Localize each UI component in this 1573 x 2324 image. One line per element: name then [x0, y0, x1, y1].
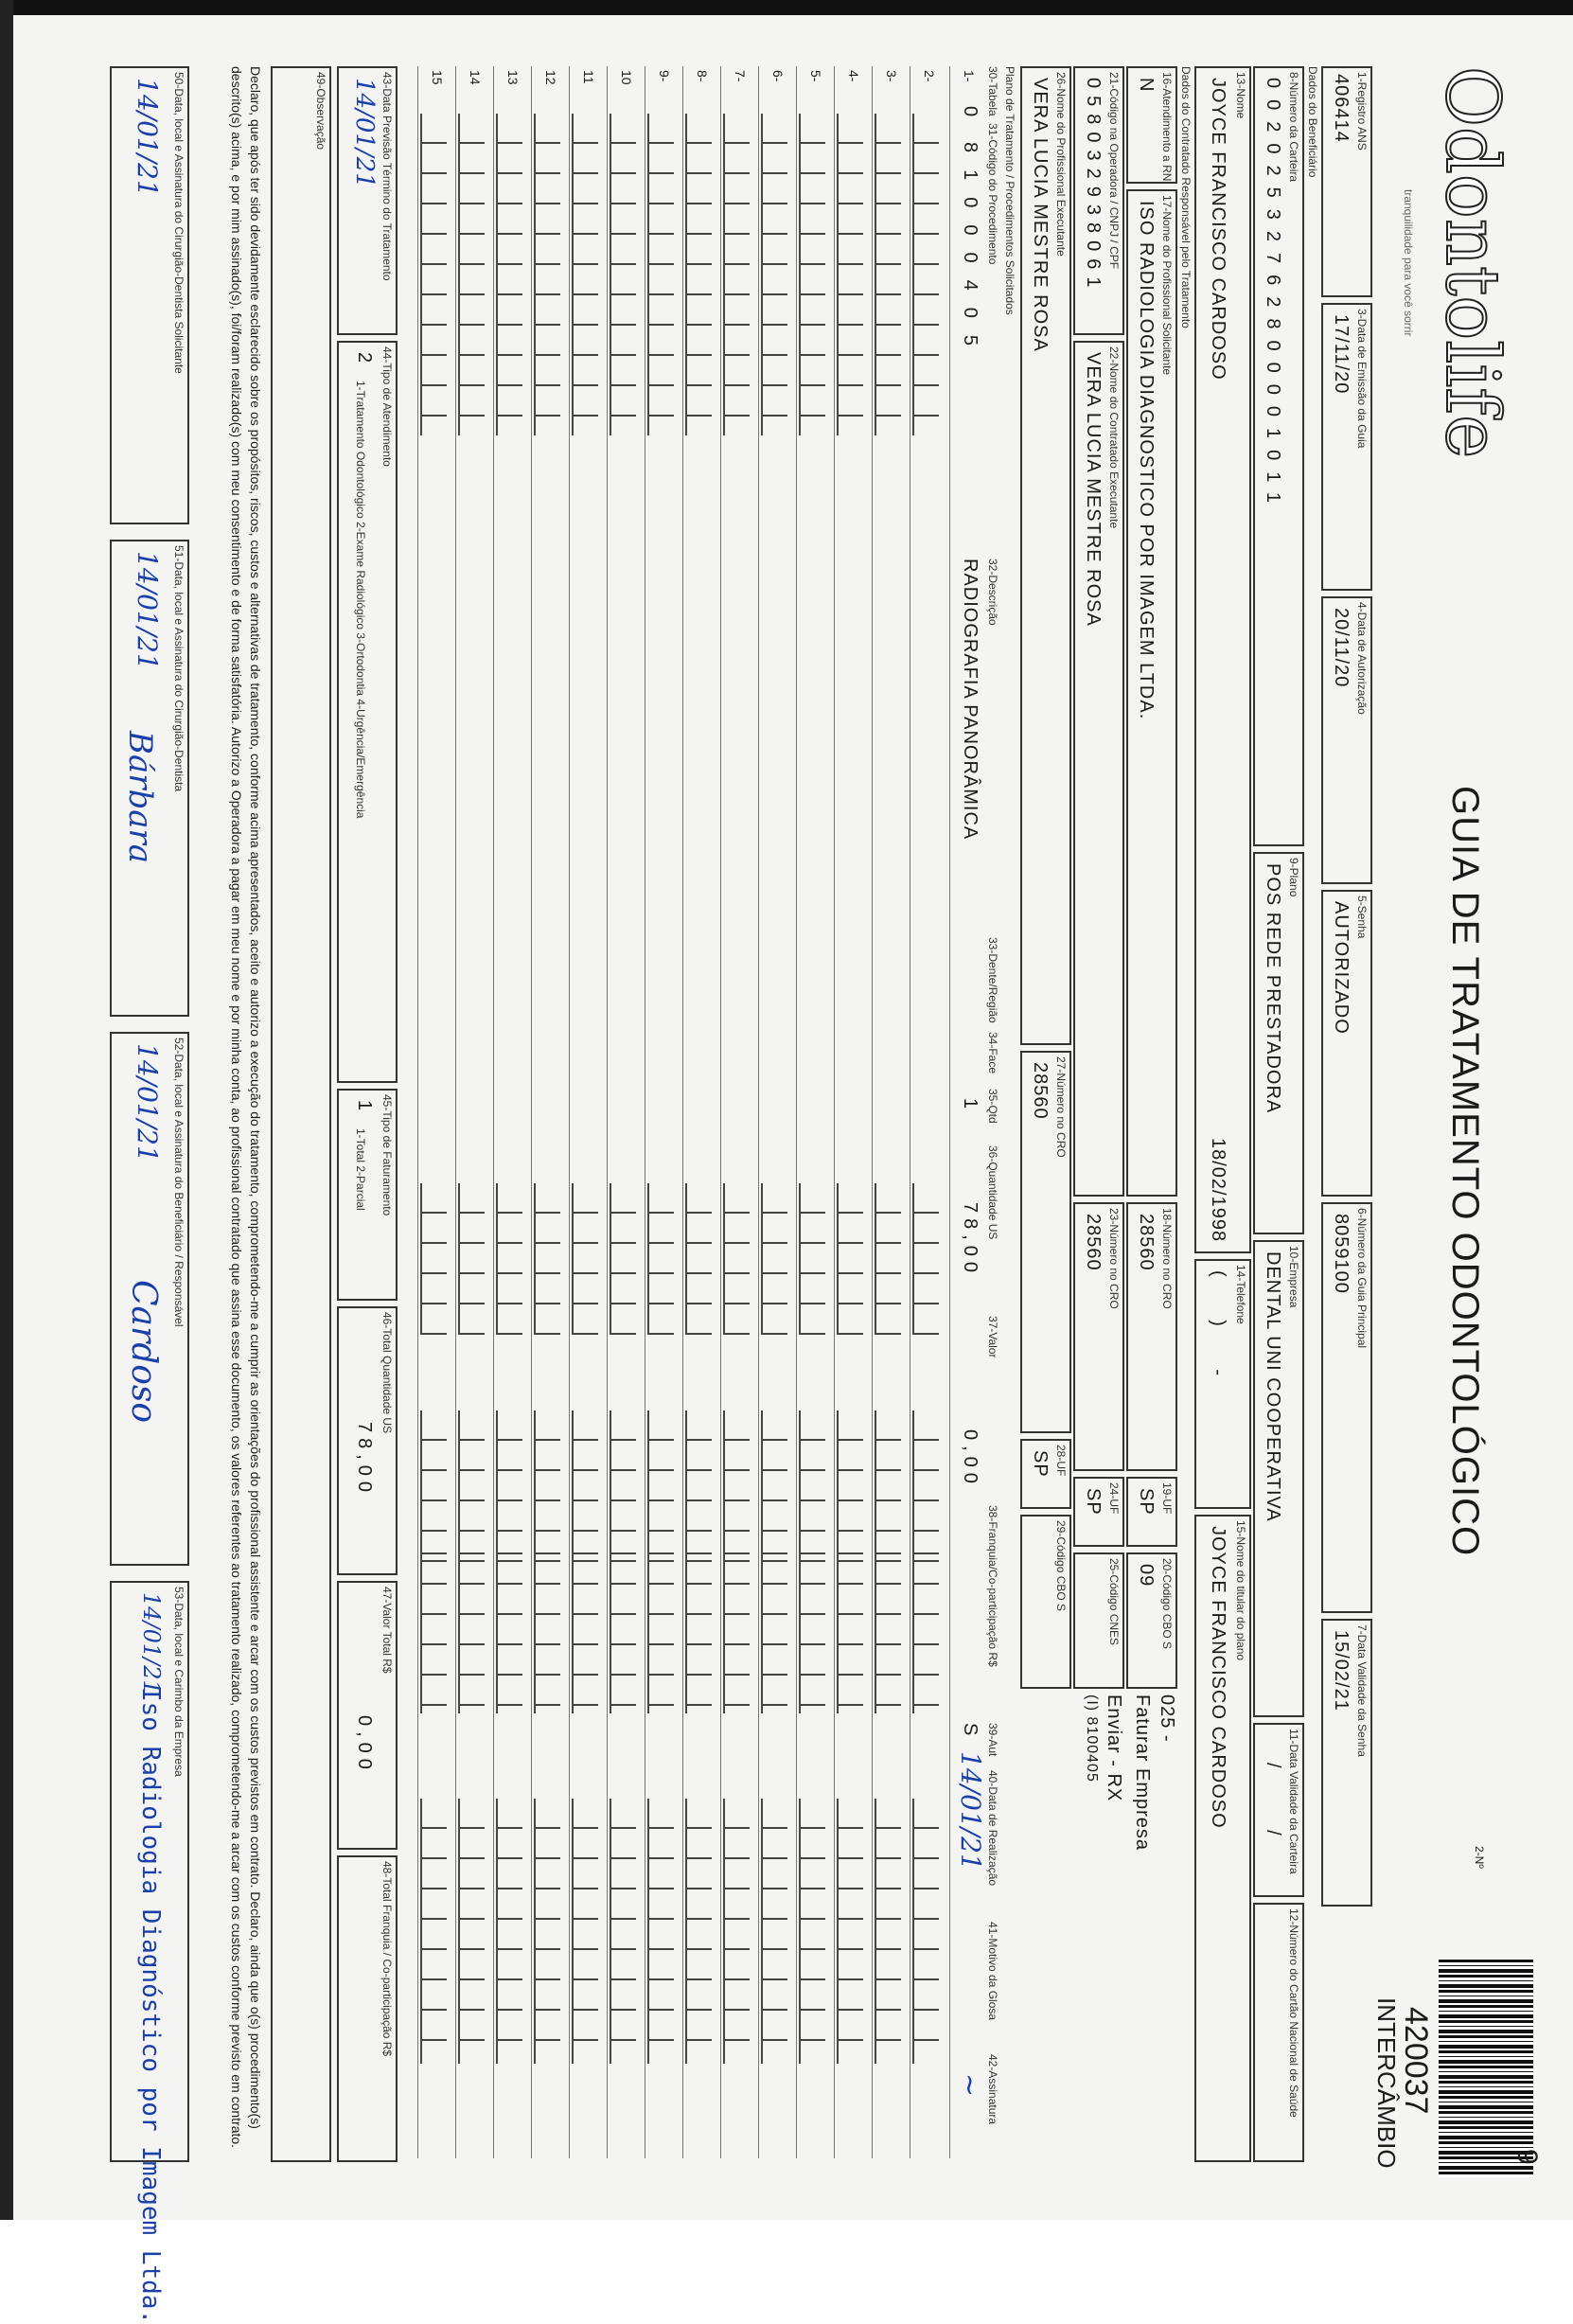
value-cells — [761, 1183, 787, 1335]
validade-senha: 15/02/21 — [1331, 1630, 1352, 1712]
tipo-atendimento-box — [337, 341, 398, 1083]
table-row — [682, 66, 719, 2158]
termino-box — [337, 66, 398, 335]
sig53-date: 14/01/21 — [138, 1592, 165, 1694]
table-row — [758, 66, 795, 2158]
value-cells — [534, 1524, 560, 1713]
value-cells — [420, 1799, 447, 1950]
col-aut: 39-Aut — [986, 1723, 999, 1757]
uf: SP — [1136, 1488, 1157, 1516]
data-autorizacao-box — [1321, 596, 1372, 884]
value-cells — [685, 1524, 712, 1713]
value-cells — [723, 1183, 750, 1335]
value-cells — [685, 1183, 712, 1335]
faturar-empresa: Faturar Empresa — [1132, 1694, 1153, 1852]
cbo: 09 — [1136, 1564, 1157, 1588]
row-number: 8- — [695, 70, 710, 82]
enviar-rx: Enviar - RX — [1104, 1694, 1124, 1802]
row-signature-icon: ~ — [953, 2073, 986, 2098]
code-cells — [647, 114, 674, 435]
value-cells — [496, 1183, 522, 1335]
col-qtd: 35-Qtd — [986, 1089, 999, 1124]
cro-prof-label: 27-Número no CRO — [1054, 1056, 1068, 1158]
value-cells — [685, 1950, 712, 2064]
titular: JOYCE FRANCISCO CARDOSO — [1208, 1526, 1228, 1829]
sig51-box — [110, 540, 189, 1017]
code-cells — [837, 114, 863, 435]
value-cells — [723, 1799, 750, 1950]
value-cells — [875, 1524, 901, 1713]
data-autorizacao: 20/11/20 — [1331, 608, 1352, 688]
value-cells — [534, 1799, 560, 1950]
atendimento-rn-box — [1126, 66, 1177, 184]
code-cells — [761, 114, 787, 435]
cro-prof-box — [1020, 1051, 1071, 1433]
cns-box — [1253, 1903, 1304, 2162]
codigo-operadora-label: 21-Código na Operadora / CNPJ / CPF — [1107, 72, 1121, 270]
validade-senha-label: 7-Data Validade da Senha — [1355, 1624, 1369, 1757]
odontolife-logo: Odontolife — [1429, 66, 1514, 459]
plano-label: 9-Plano — [1287, 858, 1300, 897]
total-us: 78,00 — [354, 1422, 375, 1499]
row-number: 14 — [468, 70, 483, 85]
row-number: 2- — [922, 70, 937, 82]
table-row — [720, 66, 757, 2158]
validade-carteira: / / — [1263, 1763, 1283, 1864]
row-number: 10 — [619, 70, 634, 85]
value-cells — [610, 1799, 636, 1950]
value-cells — [723, 1524, 750, 1713]
value-cells — [799, 1950, 825, 2064]
telefone-box — [1194, 1259, 1251, 1509]
value-cells — [458, 1524, 485, 1713]
logo-tagline: tranquilidade para você sorrir — [1402, 189, 1415, 337]
value-cells — [572, 1799, 598, 1950]
atendimento-rn: N — [1136, 78, 1157, 93]
sig51-name: Bárbara — [121, 731, 159, 864]
row-descricao: RADIOGRAFIA PANORÂMICA — [960, 559, 981, 841]
tipo-faturamento-options: 1-Total 2-Parcial — [354, 1128, 367, 1211]
value-cells — [496, 1524, 522, 1713]
code-cells — [685, 114, 712, 435]
row-number: 6- — [770, 70, 786, 82]
sig52-date: 14/01/21 — [132, 1043, 163, 1162]
sig52-box — [110, 1032, 189, 1566]
numero-carteira-box — [1253, 66, 1304, 846]
value-cells — [496, 1799, 522, 1950]
plano: POS REDE PRESTADORA — [1263, 863, 1283, 1114]
row-aut: S — [960, 1723, 981, 1737]
observacao-box — [271, 66, 331, 2162]
code-cells — [420, 114, 447, 435]
table-row — [417, 66, 454, 2158]
form-title: GUIA DE TRATAMENTO ODONTOLÓGICO — [1444, 786, 1486, 1557]
row-data-realizacao: 14/01/21 — [955, 1751, 986, 1871]
col-data-realizacao: 40-Data de Realização — [986, 1770, 999, 1887]
registro-ans-label: 1-Registro ANS — [1355, 72, 1369, 151]
empresa: DENTAL UNI COOPERATIVA — [1263, 1251, 1283, 1522]
value-cells — [420, 1950, 447, 2064]
cro-exec-box — [1073, 1202, 1124, 1471]
table-row — [645, 66, 681, 2158]
registro-ans-box — [1321, 66, 1372, 297]
observacao-label: 49-Observação — [314, 72, 327, 151]
table-row — [531, 66, 568, 2158]
cro-exec-label: 23-Número no CRO — [1107, 1208, 1121, 1309]
termino-label: 43-Data Previsão Término do Tratamento — [380, 72, 394, 281]
codigo-operadora-box — [1073, 66, 1124, 335]
cbo-extra: 025 - — [1157, 1694, 1177, 1743]
code-cells — [496, 114, 522, 435]
uf-prof-label: 28-UF — [1054, 1445, 1068, 1477]
table-row — [949, 66, 986, 2158]
uf-prof-box — [1020, 1439, 1071, 1509]
value-cells — [534, 1950, 560, 2064]
sig53-stamp: Iso Radiologia Diagnóstico por Imagem Ltda. — [136, 1687, 165, 2324]
cbo-prof-box — [1020, 1515, 1071, 1689]
validade-senha-box — [1321, 1619, 1372, 1907]
titular-label: 15-Nome do titular do plano — [1234, 1520, 1247, 1661]
value-cells — [610, 1950, 636, 2064]
value-cells — [572, 1950, 598, 2064]
sig50-date: 14/01/21 — [132, 78, 163, 197]
dados-contratado-label: Dados do Contratado Responsável pelo Tratamento — [1179, 66, 1193, 328]
guia-principal: 8059100 — [1331, 1214, 1352, 1294]
row-number: 5- — [808, 70, 823, 82]
nome: JOYCE FRANCISCO CARDOSO — [1208, 78, 1228, 381]
col-tabela: 30-Tabela — [986, 66, 999, 116]
cnes-box — [1073, 1552, 1124, 1689]
value-cells — [799, 1799, 825, 1950]
value-cells — [458, 1183, 485, 1335]
profissional-solicitante-box — [1126, 189, 1177, 1197]
value-cells — [420, 1524, 447, 1713]
value-cells — [534, 1183, 560, 1335]
col-descricao: 32-Descrição — [986, 559, 999, 626]
sig52-name: Cardoso — [124, 1280, 163, 1424]
uf-exec: SP — [1083, 1488, 1104, 1516]
tipo-atendimento: 2 — [354, 352, 375, 364]
uf-label: 19-UF — [1160, 1482, 1174, 1515]
validade-carteira-label: 11-Data Validade da Carteira — [1287, 1729, 1300, 1874]
uf-prof: SP — [1030, 1450, 1051, 1478]
row-codigo: 81000405 — [960, 142, 981, 363]
code-cells — [572, 114, 598, 435]
total-franquia-box — [337, 1855, 398, 2162]
cbo-label: 20-Código CBO S — [1160, 1558, 1174, 1650]
value-cells — [723, 1950, 750, 2064]
guia-principal-box — [1321, 1202, 1372, 1613]
row-number: 15 — [430, 70, 445, 85]
uf-box — [1126, 1477, 1177, 1547]
value-cells — [912, 1799, 939, 1950]
value-cells — [496, 1950, 522, 2064]
empresa-box — [1253, 1240, 1304, 1717]
barcode-icon — [1439, 1960, 1533, 2177]
senha-label: 5-Senha — [1355, 896, 1369, 939]
sig51-date: 14/01/21 — [132, 551, 163, 670]
value-cells — [761, 1524, 787, 1713]
page-number: 9 — [1511, 2149, 1543, 2166]
value-cells — [647, 1524, 674, 1713]
titular-box — [1194, 1515, 1251, 2162]
cro-box — [1126, 1202, 1177, 1471]
nascimento: 18/02/1998 — [1208, 1138, 1228, 1243]
col-codigo: 31-Código do Procedimento — [986, 123, 999, 265]
code-cells — [723, 114, 750, 435]
sig50-label: 50-Data, local e Assinatura do Cirurgião-Dentista Solicitante — [172, 72, 186, 374]
sig51-label: 51-Data, local e Assinatura do Cirurgião-Dentista — [172, 545, 186, 792]
contratado-executante-box — [1073, 341, 1124, 1197]
value-cells — [912, 1183, 939, 1335]
telefone: ( ) - — [1208, 1270, 1228, 1395]
data-emissao-box — [1321, 303, 1372, 591]
value-cells — [572, 1183, 598, 1335]
table-row — [796, 66, 833, 2158]
sig52-label: 52-Data, local e Assinatura do Beneficiário / Responsável — [172, 1038, 186, 1327]
declaracao-text: Declaro, que após ter sido devidamente esclarecido sobre os propósitos, riscos, custos e alternativas de tratamento, conforme acima apresentados, aceito e autorizo a execução do tratamento, comprometendo-me a cumprir as orientações do profissional assistente e arcar com os custos previstos em contrato. Declaro, ainda que o(s) procedimento(s) descrito(s) acima, e por mim assinado(s), foi/foram realizado(s) com meu consentimento e de forma satisfatória. Autorizo a Operadora a pagar em meu nome e por minha conta, ao profissional contratado que assina esse documento, os valores referentes ao tratamento realizado, comprometendo-me a arcar com os custos conforme previsto em contrato. — [229, 66, 263, 2149]
validade-carteira-box — [1253, 1723, 1304, 1897]
empresa-label: 10-Empresa — [1287, 1246, 1300, 1308]
row-number: 4- — [846, 70, 861, 82]
table-row — [872, 66, 909, 2158]
table-row — [569, 66, 606, 2158]
value-cells — [875, 1799, 901, 1950]
value-cells — [610, 1183, 636, 1335]
code-cells — [912, 114, 939, 435]
sig50-box — [110, 66, 189, 524]
enviar-code: (I) 8100405 — [1084, 1694, 1100, 1783]
atendimento-rn-label: 16-Atendimento a RN — [1160, 72, 1174, 182]
col-face: 34-Face — [986, 1032, 999, 1074]
guia-principal-label: 6-Número da Guia Principal — [1355, 1208, 1369, 1349]
row-number: 7- — [733, 70, 748, 82]
contratado-executante-label: 22-Nome do Contratado Executante — [1107, 346, 1121, 529]
col-franquia: 38-Franquia/Co-participação R$ — [986, 1505, 999, 1667]
value-cells — [799, 1183, 825, 1335]
col-motivo-glosa: 41-Motivo da Glosa — [986, 1922, 999, 2021]
table-row — [607, 66, 644, 2158]
value-cells — [837, 1524, 863, 1713]
value-cells — [458, 1950, 485, 2064]
value-cells — [685, 1799, 712, 1950]
valor-total-label: 47-Valor Total R$ — [380, 1587, 394, 1674]
value-cells — [761, 1950, 787, 2064]
profissional-executante-label: 26-Nome do Profissional Executante — [1054, 72, 1068, 257]
dental-treatment-form — [76, 28, 1552, 2324]
tipo-atendimento-label: 44-Tipo de Atendimento — [380, 346, 394, 467]
total-us-label: 46-Total Quantidade US — [380, 1312, 394, 1434]
row-tabela: 0 — [960, 106, 981, 118]
value-cells — [837, 1950, 863, 2064]
guide-number: 420037 — [1398, 2007, 1434, 2115]
row-number: 11 — [581, 70, 596, 84]
code-cells — [534, 114, 560, 435]
value-cells — [799, 1524, 825, 1713]
code-cells — [610, 114, 636, 435]
guide-number-label: 2-Nº — [1473, 1846, 1486, 1869]
profissional-executante-box — [1020, 66, 1071, 1045]
col-valor: 37-Valor — [986, 1316, 999, 1358]
profissional-executante: VERA LUCIA MESTRE ROSA — [1030, 78, 1051, 352]
row-number: 9- — [657, 70, 672, 82]
cro-label: 18-Número no CRO — [1160, 1208, 1174, 1309]
total-us-box — [337, 1306, 398, 1575]
plan-section-label: Plano de Tratamento / Procedimentos Solicitados — [1003, 66, 1016, 315]
tipo-faturamento-box — [337, 1089, 398, 1301]
tipo-faturamento: 1 — [354, 1100, 375, 1112]
value-cells — [647, 1183, 674, 1335]
termino: 14/01/21 — [350, 78, 379, 188]
tipo-faturamento-label: 45-Tipo de Faturamento — [380, 1094, 394, 1216]
contratado-executante: VERA LUCIA MESTRE ROSA — [1083, 352, 1104, 627]
data-emissao-label: 3-Data de Emissão da Guia — [1355, 309, 1369, 449]
table-row — [910, 66, 946, 2158]
row-number: 3- — [884, 70, 899, 82]
senha-box — [1321, 890, 1372, 1197]
profissional-solicitante: ISO RADIOLOGIA DIAGNOSTICO POR IMAGEM LTDA. — [1136, 201, 1157, 720]
table-row — [493, 66, 530, 2158]
nome-label: 13-Nome — [1234, 72, 1247, 119]
row-number: 12 — [543, 70, 558, 85]
tipo-atendimento-options: 1-Tratamento Odontológico 2-Exame Radiológico 3-Ortodontia 4-Urgência/Emergência — [354, 381, 367, 819]
sig53-box — [110, 1581, 189, 2324]
dados-beneficiario-label: Dados do Beneficiário — [1306, 66, 1319, 178]
value-cells — [647, 1799, 674, 1950]
uf-exec-label: 24-UF — [1107, 1482, 1121, 1515]
row-quantidade-us: 78,00 — [960, 1202, 981, 1279]
senha: AUTORIZADO — [1331, 901, 1352, 1035]
guide-type: INTERCÂMBIO — [1372, 1997, 1401, 2169]
codigo-operadora: 058032938061 — [1083, 78, 1104, 295]
cns-label: 12-Número do Cartão Nacional de Saúde — [1287, 1908, 1300, 2118]
telefone-label: 14-Telefone — [1234, 1265, 1247, 1324]
cro-prof: 28560 — [1030, 1062, 1051, 1120]
value-cells — [420, 1183, 447, 1335]
sig53-label: 53-Data, local e Carimbo da Empresa — [172, 1587, 186, 1777]
valor-total-box — [337, 1581, 398, 1850]
row-number: 13 — [505, 70, 521, 85]
value-cells — [458, 1799, 485, 1950]
col-quantidade-us: 36-Quantidade US — [986, 1145, 999, 1240]
value-cells — [912, 1950, 939, 2064]
cnes-label: 25-Código CNES — [1107, 1558, 1121, 1646]
value-cells — [761, 1799, 787, 1950]
code-cells — [458, 114, 485, 435]
col-dente: 33-Dente/Região — [986, 937, 999, 1023]
value-cells — [837, 1799, 863, 1950]
cro-exec: 28560 — [1083, 1214, 1104, 1271]
numero-carteira: 00202532762800001011 — [1263, 78, 1283, 514]
value-cells — [647, 1950, 674, 2064]
table-row — [834, 66, 871, 2158]
value-cells — [875, 1183, 901, 1335]
data-autorizacao-label: 4-Data de Autorização — [1355, 602, 1369, 715]
code-cells — [799, 114, 825, 435]
row-valor: 0,00 — [960, 1429, 981, 1489]
row-qtd: 1 — [960, 1098, 981, 1110]
nome-box — [1194, 66, 1251, 1253]
total-franquia-label: 48-Total Franquia / Co-participação R$ — [380, 1861, 394, 2057]
plano-box — [1253, 852, 1304, 1234]
value-cells — [912, 1524, 939, 1713]
value-cells — [837, 1183, 863, 1335]
valor-total: 0,00 — [354, 1715, 375, 1775]
value-cells — [875, 1950, 901, 2064]
value-cells — [610, 1524, 636, 1713]
data-emissao: 17/11/20 — [1331, 314, 1352, 395]
numero-carteira-label: 8-Número da Carteira — [1287, 72, 1300, 183]
row-number: 1- — [962, 70, 977, 82]
value-cells — [572, 1524, 598, 1713]
code-cells — [875, 114, 901, 435]
registro-ans: 406414 — [1331, 74, 1352, 143]
cro: 28560 — [1136, 1214, 1157, 1271]
profissional-solicitante-label: 17-Nome do Profissional Solicitante — [1160, 195, 1174, 376]
cbo-prof-label: 29-Código CBO S — [1054, 1520, 1068, 1612]
uf-exec-box — [1073, 1477, 1124, 1547]
col-assinatura: 42-Assinatura — [986, 2054, 999, 2125]
cbo-box — [1126, 1552, 1177, 1689]
table-row — [455, 66, 492, 2158]
